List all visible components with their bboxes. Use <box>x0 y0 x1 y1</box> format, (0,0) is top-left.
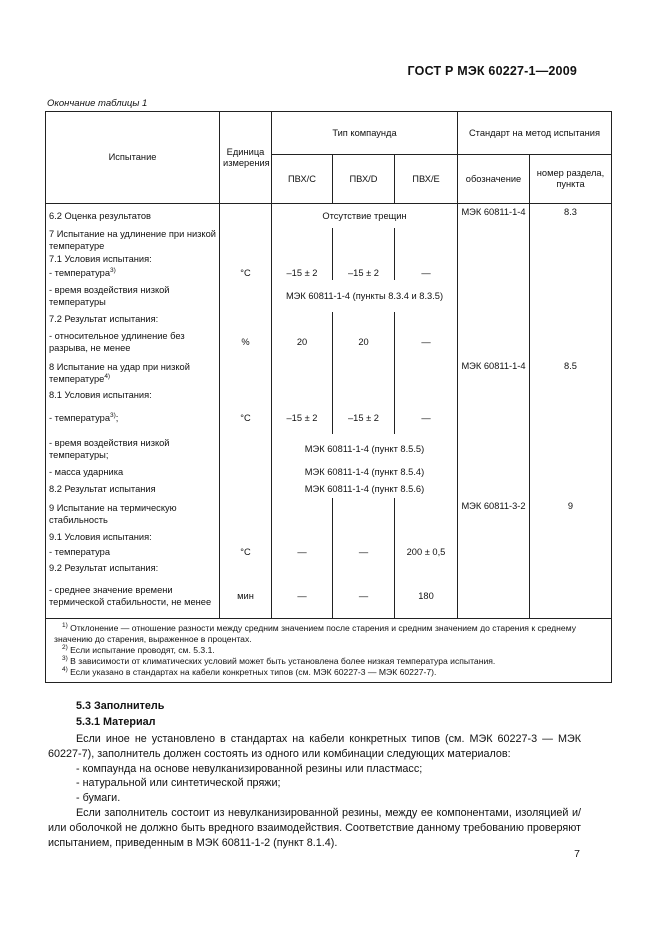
table-row <box>46 358 612 388</box>
cell-unit: °С <box>220 402 272 434</box>
cell-test <box>46 204 220 228</box>
table-row <box>46 204 612 228</box>
cell-test <box>46 434 220 464</box>
table-row <box>46 388 612 402</box>
cell-designation <box>458 228 530 252</box>
cell-pvc-d <box>333 228 395 252</box>
cell-pvc-c: — <box>272 575 333 619</box>
footnote-ref: 3) <box>109 266 116 274</box>
table-row <box>46 464 612 481</box>
cell-pvc-e <box>395 228 458 252</box>
cell-designation: МЭК 60811-3-2 <box>458 498 530 530</box>
header-designation: обозначение <box>458 155 530 204</box>
cell-pvc-d <box>333 312 395 326</box>
page-number: 7 <box>574 848 580 860</box>
cell-pvc-c <box>272 312 333 326</box>
footnote <box>54 645 603 656</box>
cell-unit <box>220 434 272 464</box>
cell-test <box>46 358 220 388</box>
table-caption: Окончание таблицы 1 <box>47 98 148 109</box>
cell-pvc-e <box>395 358 458 388</box>
cell-designation <box>458 388 530 402</box>
cell-pvc-c: — <box>272 544 333 561</box>
table-row <box>46 575 612 619</box>
cell-section-no <box>530 575 612 619</box>
table-row <box>46 228 612 252</box>
paragraph: Если иное не установлено в стандартах на кабели конкретных типов (см. МЭК 60227-3 — МЭК 60227-7), заполнитель должен состоять из одного или комбинации следующих материалов: <box>48 733 581 760</box>
cell-unit: °С <box>220 266 272 280</box>
cell-pvc-c: 20 <box>272 326 333 358</box>
footnote <box>54 623 603 645</box>
footnote-mark: 1) <box>62 622 68 630</box>
cell-pvc-c <box>272 228 333 252</box>
cell-unit <box>220 388 272 402</box>
cell-pvc-c <box>272 388 333 402</box>
cell-span-value: МЭК 60811-1-4 (пункты 8.3.4 и 8.3.5) <box>272 280 458 312</box>
cell-section-no <box>530 464 612 481</box>
footnote-text: Если указано в стандартах на кабели конкретных типов (см. МЭК 60227-3 — МЭК 60227-7). <box>67 667 437 677</box>
cell-pvc-e: — <box>395 266 458 280</box>
cell-designation <box>458 530 530 544</box>
table-row <box>46 530 612 544</box>
header-section-no: номер раздела, пункта <box>530 155 612 204</box>
cell-designation <box>458 266 530 280</box>
cell-unit <box>220 252 272 266</box>
table-row <box>46 266 612 280</box>
header-unit: Единица измерения <box>220 112 272 204</box>
cell-designation <box>458 312 530 326</box>
cell-section-no <box>530 388 612 402</box>
cell-test-text: 7.2 Результат испытания: <box>49 313 159 324</box>
cell-section-no <box>530 312 612 326</box>
cell-pvc-e <box>395 530 458 544</box>
list-item: - компаунда на основе невулканизированной резины или пластмасс; <box>76 762 423 775</box>
cell-section-no: 8.5 <box>530 358 612 388</box>
table-row <box>46 481 612 498</box>
cell-test <box>46 464 220 481</box>
cell-test-text: - масса ударника <box>49 467 124 477</box>
cell-designation <box>458 464 530 481</box>
cell-pvc-e <box>395 252 458 266</box>
cell-test-text: - среднее значение времени термической стабильности, не менее <box>49 585 212 608</box>
table-row <box>46 326 612 358</box>
cell-unit: мин <box>220 575 272 619</box>
cell-test <box>46 312 220 326</box>
cell-test <box>46 575 220 619</box>
cell-test <box>46 481 220 498</box>
test-table <box>45 111 612 683</box>
cell-section-no <box>530 280 612 312</box>
cell-section-no: 9 <box>530 498 612 530</box>
table-row <box>46 280 612 312</box>
cell-test-text: - относительное удлинение без разрыва, не менее <box>49 330 185 353</box>
cell-pvc-c <box>272 252 333 266</box>
cell-section-no <box>530 266 612 280</box>
cell-pvc-d <box>333 252 395 266</box>
table-footnotes <box>46 619 612 683</box>
cell-section-no: 8.3 <box>530 204 612 228</box>
footnote-text: В зависимости от климатических условий может быть установлена более низкая температура испытания. <box>67 656 496 666</box>
cell-test-text: 7 Испытание на удлинение при низкой температуре <box>49 228 216 251</box>
cell-test-text: 8.1 Условия испытания: <box>49 389 152 400</box>
cell-test-text: - температура <box>49 547 110 557</box>
header-compound-type: Тип компаунда <box>272 112 458 155</box>
cell-pvc-c: –15 ± 2 <box>272 266 333 280</box>
table-row <box>46 402 612 434</box>
section-title: 5.3 Заполнитель <box>76 700 165 712</box>
cell-pvc-d: — <box>333 575 395 619</box>
cell-span-value: МЭК 60811-1-4 (пункт 8.5.4) <box>272 464 458 481</box>
cell-designation <box>458 575 530 619</box>
cell-test <box>46 388 220 402</box>
footnote-mark: 4) <box>62 666 68 674</box>
cell-pvc-d <box>333 358 395 388</box>
cell-designation <box>458 481 530 498</box>
subsection-title: 5.3.1 Материал <box>76 716 156 728</box>
cell-pvc-c <box>272 498 333 530</box>
cell-pvc-c <box>272 561 333 575</box>
cell-test <box>46 266 220 280</box>
cell-designation: МЭК 60811-1-4 <box>458 358 530 388</box>
footnote <box>54 667 603 678</box>
cell-designation <box>458 434 530 464</box>
cell-section-no <box>530 544 612 561</box>
cell-test-text: 9 Испытание на термическую стабильность <box>49 502 177 525</box>
cell-pvc-d: –15 ± 2 <box>333 402 395 434</box>
cell-test-text: 6.2 Оценка результатов <box>49 210 151 221</box>
cell-unit <box>220 228 272 252</box>
cell-test-text: 8.2 Результат испытания <box>49 484 156 494</box>
cell-span-value: Отсутствие трещин <box>272 204 458 228</box>
cell-test <box>46 498 220 530</box>
list-item: - бумаги. <box>76 792 121 805</box>
cell-section-no <box>530 561 612 575</box>
cell-span-value: МЭК 60811-1-4 (пункт 8.5.6) <box>272 481 458 498</box>
cell-section-no <box>530 402 612 434</box>
cell-designation <box>458 280 530 312</box>
cell-designation <box>458 544 530 561</box>
cell-pvc-d: — <box>333 544 395 561</box>
cell-pvc-d: 20 <box>333 326 395 358</box>
cell-pvc-d <box>333 530 395 544</box>
section-body <box>48 732 581 850</box>
table-row <box>46 498 612 530</box>
cell-unit <box>220 561 272 575</box>
cell-unit <box>220 530 272 544</box>
cell-test-text: 9.2 Результат испытания: <box>49 562 159 573</box>
cell-test-text: 7.1 Условия испытания: <box>49 253 152 264</box>
footnote-text: Отклонение — отношение разности между средним значением после старения и средним значением до старения к среднему значению до старения, выраженное в процентах. <box>54 623 576 644</box>
table-row <box>46 434 612 464</box>
cell-designation <box>458 326 530 358</box>
cell-test <box>46 402 220 434</box>
cell-section-no <box>530 434 612 464</box>
cell-pvc-d: –15 ± 2 <box>333 266 395 280</box>
cell-pvc-d <box>333 561 395 575</box>
cell-test-text: - температура <box>49 412 110 423</box>
cell-unit <box>220 481 272 498</box>
cell-section-no <box>530 252 612 266</box>
cell-section-no <box>530 481 612 498</box>
document-header: ГОСТ Р МЭК 60227-1—2009 <box>407 64 577 78</box>
header-pvc-d: ПВХ/D <box>333 155 395 204</box>
cell-test <box>46 252 220 266</box>
cell-section-no <box>530 326 612 358</box>
cell-test-text: - время воздействия низкой температуры; <box>49 437 170 460</box>
header-pvc-c: ПВХ/С <box>272 155 333 204</box>
cell-pvc-d <box>333 388 395 402</box>
cell-span-value: МЭК 60811-1-4 (пункт 8.5.5) <box>272 434 458 464</box>
cell-test-text: 9.1 Условия испытания: <box>49 531 152 542</box>
cell-unit <box>220 498 272 530</box>
cell-test-text: - время воздействия низкой температуры <box>49 284 170 307</box>
cell-pvc-e: — <box>395 402 458 434</box>
cell-test <box>46 561 220 575</box>
cell-test-suffix: ; <box>115 412 119 423</box>
cell-unit <box>220 464 272 481</box>
cell-pvc-c <box>272 530 333 544</box>
cell-pvc-e: — <box>395 326 458 358</box>
cell-test-text: - температура <box>49 267 110 278</box>
cell-unit <box>220 312 272 326</box>
cell-designation <box>458 252 530 266</box>
cell-test <box>46 280 220 312</box>
cell-pvc-e <box>395 561 458 575</box>
cell-pvc-c: –15 ± 2 <box>272 402 333 434</box>
paragraph: Если заполнитель состоит из невулканизированной резины, между ее компонентами, изоляцией и/или оболочкой не должно быть вредного взаимодействия. Соответствие данному требованию проверяют испытанием, приведенным в МЭК 60811-1-2 (пункт 8.1.4). <box>48 806 581 849</box>
cell-unit: °С <box>220 544 272 561</box>
footnote-text: Если испытание проводят, см. 5.3.1. <box>67 645 215 655</box>
cell-pvc-d <box>333 498 395 530</box>
cell-unit <box>220 358 272 388</box>
cell-pvc-e <box>395 312 458 326</box>
table-row <box>46 561 612 575</box>
cell-section-no <box>530 228 612 252</box>
cell-designation: МЭК 60811-1-4 <box>458 204 530 228</box>
cell-test-text: 8 Испытание на удар при низкой температуре <box>49 361 190 384</box>
list-item: - натуральной или синтетической пряжи; <box>76 777 281 790</box>
cell-pvc-e: 200 ± 0,5 <box>395 544 458 561</box>
cell-unit <box>220 204 272 228</box>
table-row <box>46 544 612 561</box>
cell-designation <box>458 402 530 434</box>
header-test: Испытание <box>46 112 220 204</box>
footnote <box>54 656 603 667</box>
footnote-ref: 4) <box>104 372 111 380</box>
footnote-ref: 3) <box>109 411 116 419</box>
cell-designation <box>458 561 530 575</box>
table-row <box>46 312 612 326</box>
footnote-mark: 2) <box>62 644 68 652</box>
cell-test <box>46 228 220 252</box>
table-row <box>46 252 612 266</box>
cell-pvc-e <box>395 498 458 530</box>
cell-unit <box>220 280 272 312</box>
cell-section-no <box>530 530 612 544</box>
cell-pvc-e <box>395 388 458 402</box>
cell-test <box>46 530 220 544</box>
cell-pvc-e: 180 <box>395 575 458 619</box>
cell-pvc-c <box>272 358 333 388</box>
cell-test <box>46 326 220 358</box>
header-standard: Стандарт на метод испытания <box>458 112 612 155</box>
cell-test <box>46 544 220 561</box>
cell-unit: % <box>220 326 272 358</box>
footnote-mark: 3) <box>62 655 68 663</box>
header-pvc-e: ПВХ/Е <box>395 155 458 204</box>
